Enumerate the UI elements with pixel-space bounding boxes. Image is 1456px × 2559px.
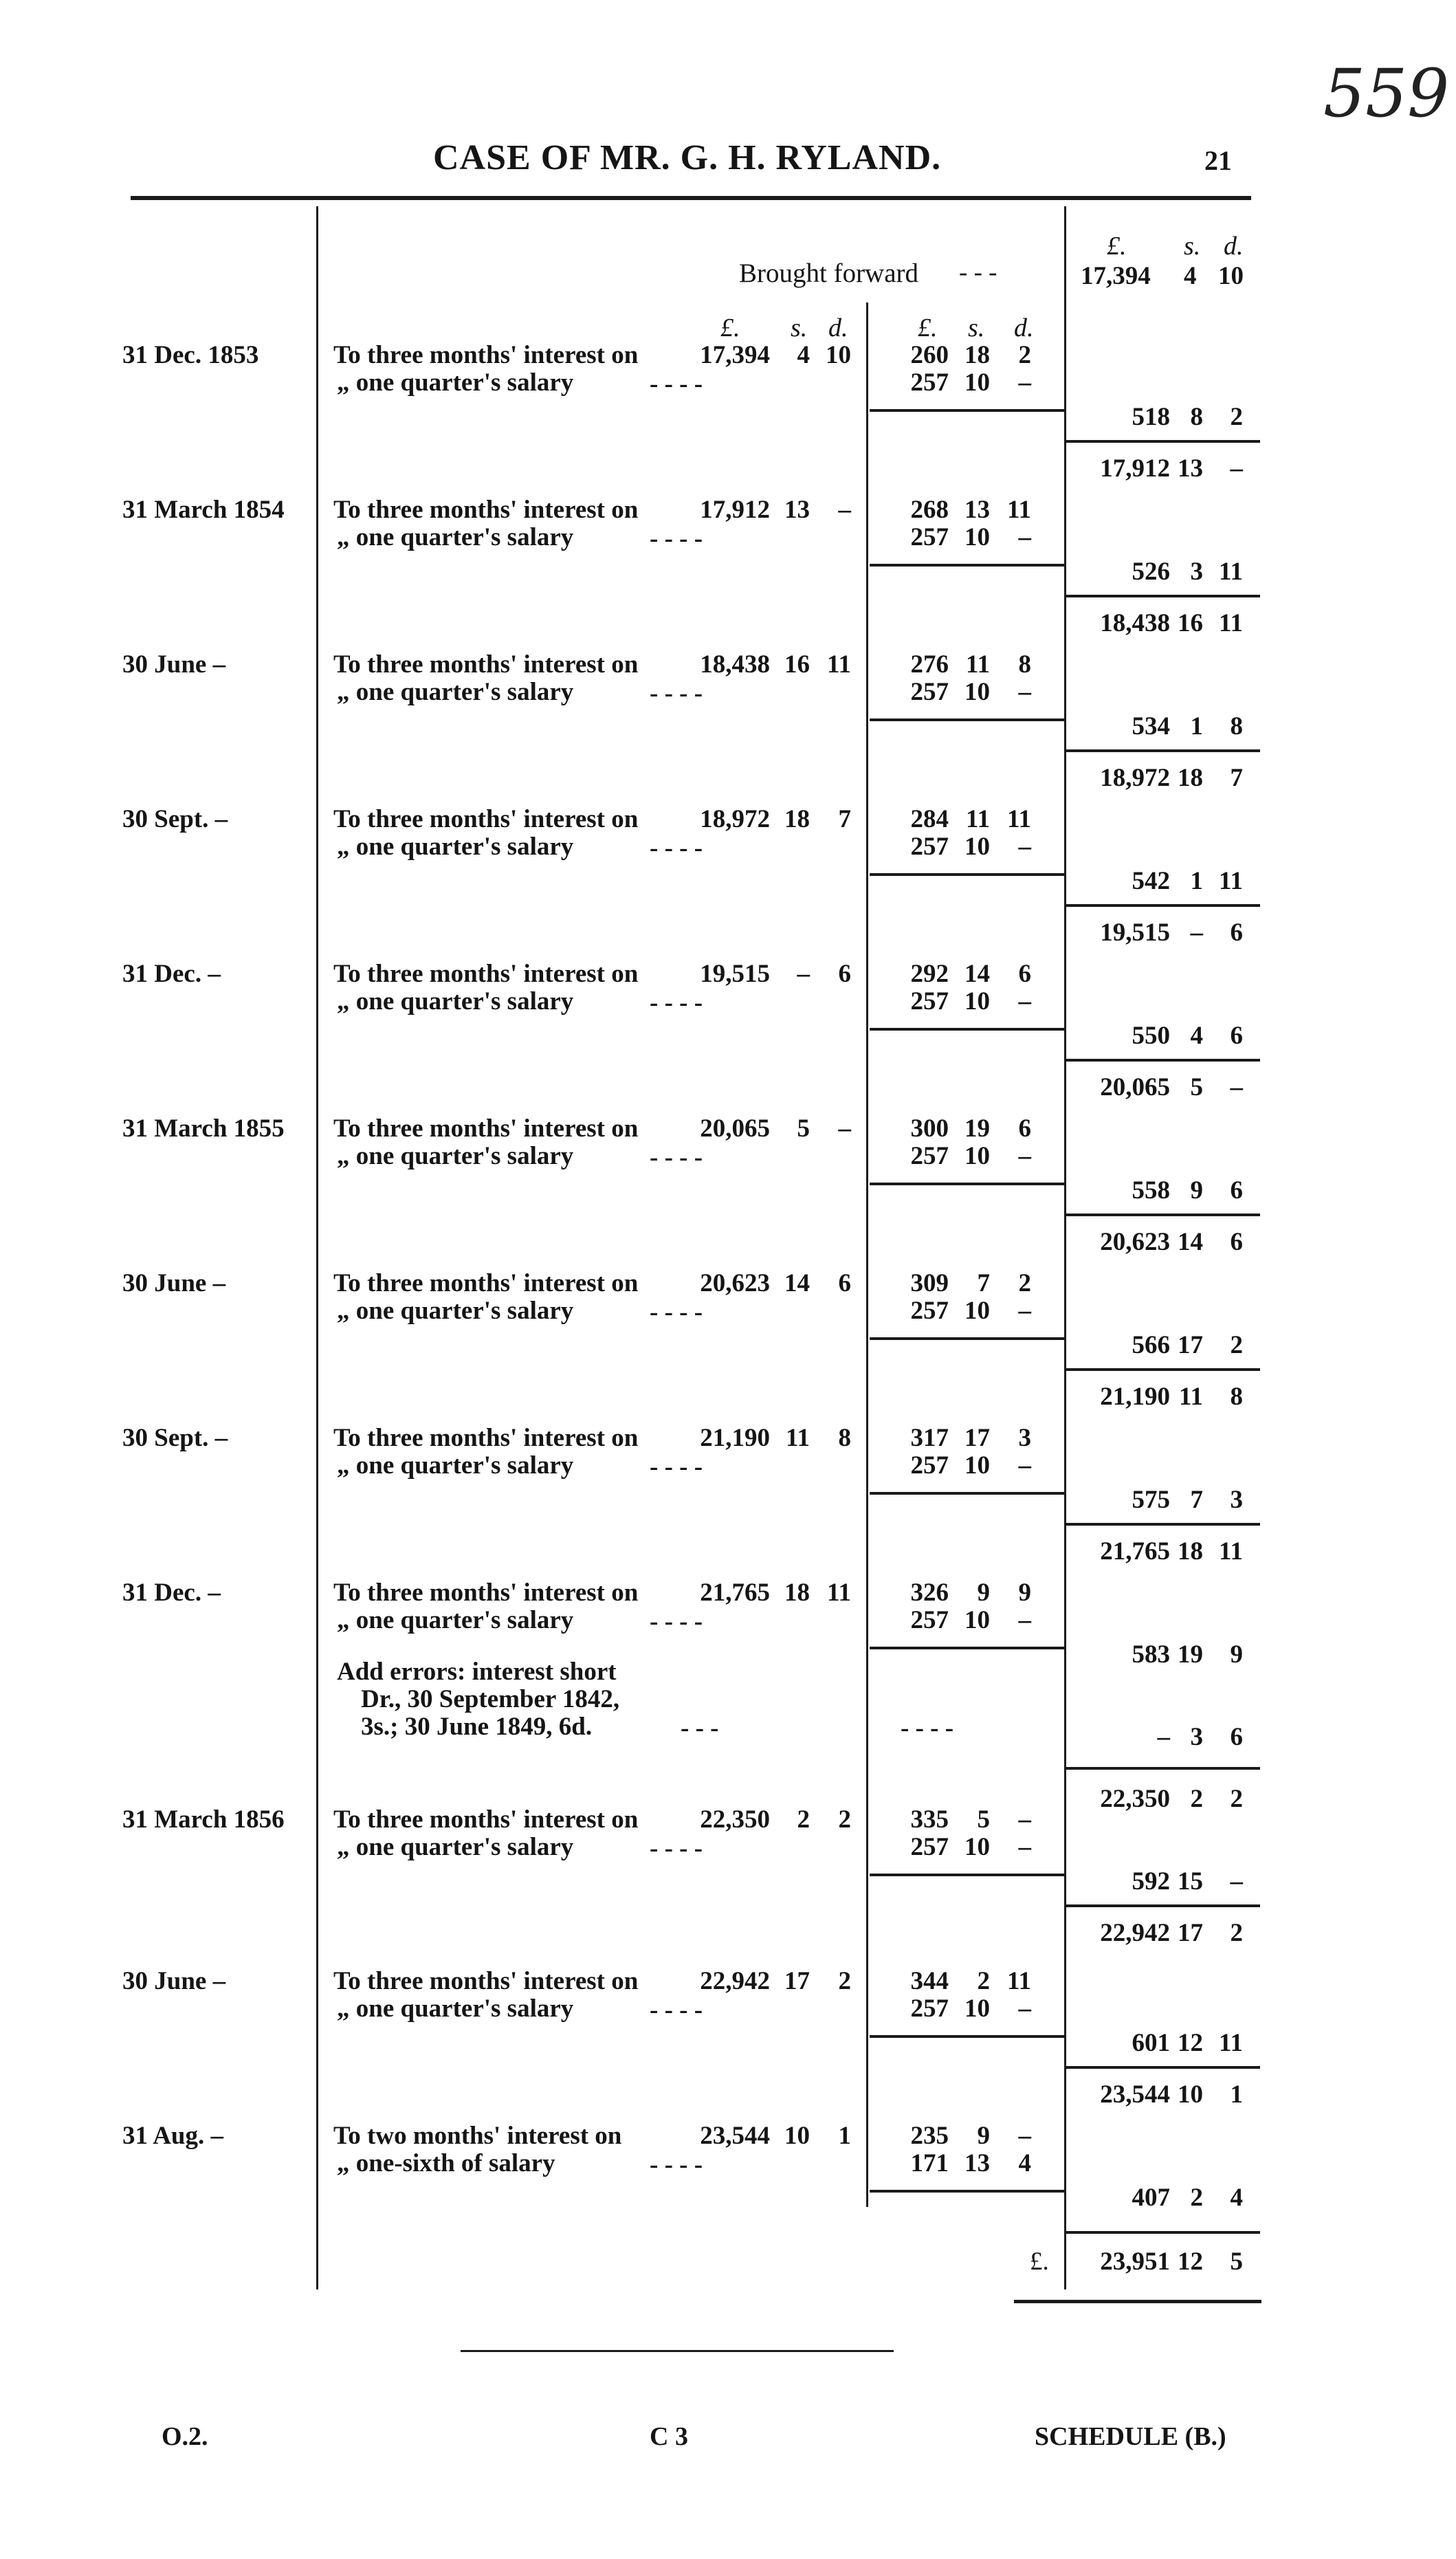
salary-shillings: 10 bbox=[964, 1297, 990, 1325]
subtotal-shillings: 9 bbox=[1190, 1176, 1203, 1205]
subtotal-shillings: 2 bbox=[1190, 2184, 1203, 2212]
interest-shillings: 19 bbox=[964, 1114, 990, 1143]
interest-pence: 6 bbox=[1018, 960, 1031, 988]
subtotal-rule bbox=[1064, 1213, 1260, 1216]
entry-leaders: - - - - bbox=[650, 1834, 703, 1863]
subtotal-rule bbox=[1064, 1059, 1260, 1062]
entry-date: 30 June – bbox=[122, 1967, 226, 1995]
salary-pounds: 257 bbox=[910, 369, 949, 397]
interest-shillings: 7 bbox=[977, 1269, 990, 1297]
salary-pounds: 257 bbox=[910, 1606, 949, 1634]
brought-forward-pounds: 17,394 bbox=[1081, 262, 1151, 290]
add-errors-pence: 6 bbox=[1230, 1723, 1243, 1751]
running-pounds: 20,065 bbox=[1100, 1073, 1170, 1101]
principal-pence: 8 bbox=[838, 1424, 851, 1452]
principal-shillings: – bbox=[797, 960, 810, 988]
detail-column-rule bbox=[866, 303, 868, 2207]
salary-pence: 4 bbox=[1018, 2149, 1031, 2177]
interest-pence: 11 bbox=[1007, 496, 1031, 524]
salary-pence: – bbox=[1018, 523, 1031, 551]
salary-pounds: 257 bbox=[910, 1142, 949, 1170]
principal-pounds: 23,544 bbox=[700, 2122, 770, 2150]
running-pounds: 19,515 bbox=[1100, 919, 1170, 947]
subtotal-pounds: 601 bbox=[1132, 2029, 1170, 2057]
interest-pence: – bbox=[1018, 1805, 1031, 1834]
closing-rule bbox=[461, 2350, 894, 2352]
subtotal-pounds: 534 bbox=[1132, 712, 1170, 740]
running-pence: 8 bbox=[1230, 1383, 1243, 1411]
subtotal-pence: 2 bbox=[1230, 1331, 1243, 1359]
entry-line2: „ one quarter's salary bbox=[337, 1142, 574, 1170]
principal-pounds: 20,065 bbox=[700, 1114, 770, 1143]
entry-leaders: - - - - bbox=[650, 1607, 703, 1636]
running-pounds: 21,765 bbox=[1100, 1537, 1170, 1566]
detail-rule bbox=[870, 1337, 1064, 1340]
running-pence: 6 bbox=[1230, 919, 1243, 947]
col-header-pound-principal: £. bbox=[720, 314, 740, 342]
detail-rule bbox=[870, 873, 1064, 876]
principal-pounds: 22,350 bbox=[700, 1805, 770, 1834]
principal-pence: – bbox=[838, 496, 851, 524]
entry-line1: To three months' interest on bbox=[333, 960, 639, 988]
subtotal-pence: 11 bbox=[1219, 867, 1243, 895]
interest-shillings: 13 bbox=[964, 496, 990, 524]
subtotal-shillings: 1 bbox=[1190, 867, 1203, 895]
interest-shillings: 18 bbox=[964, 341, 990, 369]
subtotal-shillings: 8 bbox=[1190, 403, 1203, 431]
salary-pence: – bbox=[1018, 1451, 1031, 1480]
add-errors-running-pence: 2 bbox=[1230, 1785, 1243, 1813]
principal-pounds: 17,394 bbox=[700, 341, 770, 369]
salary-pence: – bbox=[1018, 369, 1031, 397]
brought-forward-shillings: 4 bbox=[1184, 262, 1197, 290]
interest-pence: 11 bbox=[1007, 805, 1031, 833]
add-errors-rule bbox=[1064, 1767, 1260, 1770]
salary-pounds: 257 bbox=[910, 1833, 949, 1861]
principal-pence: 1 bbox=[838, 2122, 851, 2150]
interest-pounds: 276 bbox=[910, 650, 949, 679]
subtotal-shillings: 12 bbox=[1178, 2029, 1203, 2057]
total-double-rule bbox=[1014, 2300, 1261, 2303]
detail-rule bbox=[870, 564, 1064, 567]
interest-pounds: 268 bbox=[910, 496, 949, 524]
interest-pence: 2 bbox=[1018, 1269, 1031, 1297]
entry-line2: „ one quarter's salary bbox=[337, 987, 574, 1015]
subtotal-rule bbox=[1064, 1523, 1260, 1526]
subtotal-rule bbox=[1064, 595, 1260, 597]
running-pounds: 20,623 bbox=[1100, 1228, 1170, 1256]
col-header-shilling-total: s. bbox=[1184, 232, 1201, 261]
subtotal-shillings: 4 bbox=[1190, 1022, 1203, 1050]
principal-pence: 6 bbox=[838, 960, 851, 988]
subtotal-pence: 6 bbox=[1230, 1022, 1243, 1050]
entry-leaders: - - - - bbox=[650, 1996, 703, 2024]
principal-pence: 11 bbox=[827, 650, 851, 679]
date-column-rule bbox=[316, 206, 318, 2289]
entry-line1: To three months' interest on bbox=[333, 650, 639, 679]
subtotal-pence: 2 bbox=[1230, 403, 1243, 431]
salary-shillings: 10 bbox=[964, 1451, 990, 1480]
subtotal-pounds: 558 bbox=[1132, 1176, 1170, 1205]
brought-forward-pence: 10 bbox=[1218, 262, 1244, 290]
principal-pounds: 20,623 bbox=[700, 1269, 770, 1297]
subtotal-pence: 11 bbox=[1219, 2029, 1243, 2057]
handwritten-page-number: 559 bbox=[1323, 55, 1450, 132]
interest-pence: 9 bbox=[1018, 1579, 1031, 1607]
entry-leaders: - - - - bbox=[650, 1298, 703, 1326]
col-header-pound-total: £. bbox=[1107, 232, 1127, 261]
entry-line1: To three months' interest on bbox=[333, 1269, 639, 1297]
add-errors-shillings: 3 bbox=[1190, 1723, 1203, 1751]
running-pounds: 21,190 bbox=[1100, 1383, 1170, 1411]
principal-shillings: 11 bbox=[786, 1424, 810, 1452]
entry-line1: To two months' interest on bbox=[333, 2122, 622, 2150]
entry-date: 31 Dec. – bbox=[122, 1579, 221, 1607]
entry-leaders: - - - - bbox=[650, 1453, 703, 1481]
entry-line2: „ one-sixth of salary bbox=[337, 2149, 555, 2177]
total-symbol: £. bbox=[1030, 2248, 1049, 2276]
salary-pounds: 257 bbox=[910, 987, 949, 1015]
running-shillings: 14 bbox=[1178, 1228, 1203, 1256]
interest-shillings: 9 bbox=[977, 2122, 990, 2150]
salary-shillings: 10 bbox=[964, 1995, 990, 2023]
entry-line1: To three months' interest on bbox=[333, 1805, 639, 1834]
principal-pence: 2 bbox=[838, 1805, 851, 1834]
running-shillings: – bbox=[1190, 919, 1203, 947]
principal-pounds: 17,912 bbox=[700, 496, 770, 524]
interest-shillings: 9 bbox=[977, 1579, 990, 1607]
subtotal-pounds: 518 bbox=[1132, 403, 1170, 431]
entry-date: 30 June – bbox=[122, 650, 226, 679]
header-rule bbox=[131, 196, 1251, 200]
col-header-shilling-principal: s. bbox=[791, 314, 808, 342]
interest-pounds: 260 bbox=[910, 341, 949, 369]
detail-rule bbox=[870, 1183, 1064, 1185]
add-errors-line3: 3s.; 30 June 1849, 6d. bbox=[361, 1713, 593, 1741]
entry-line1: To three months' interest on bbox=[333, 1967, 639, 1995]
subtotal-shillings: 3 bbox=[1190, 558, 1203, 586]
salary-pounds: 257 bbox=[910, 523, 949, 551]
salary-pounds: 257 bbox=[910, 1995, 949, 2023]
salary-pence: – bbox=[1018, 1142, 1031, 1170]
running-pounds: 22,942 bbox=[1100, 1919, 1170, 1947]
interest-pence: 8 bbox=[1018, 650, 1031, 679]
detail-rule bbox=[870, 409, 1064, 412]
salary-pence: – bbox=[1018, 1995, 1031, 2023]
principal-pounds: 22,942 bbox=[700, 1967, 770, 1995]
add-errors-line2: Dr., 30 September 1842, bbox=[361, 1685, 620, 1713]
entry-leaders: - - - - bbox=[650, 525, 703, 553]
principal-shillings: 18 bbox=[784, 805, 810, 833]
salary-pence: – bbox=[1018, 1297, 1031, 1325]
add-errors-running-shillings: 2 bbox=[1190, 1785, 1203, 1813]
running-pounds: 17,912 bbox=[1100, 454, 1170, 483]
salary-pence: – bbox=[1018, 1606, 1031, 1634]
principal-pence: – bbox=[838, 1114, 851, 1143]
subtotal-pounds: 575 bbox=[1132, 1486, 1170, 1514]
running-shillings: 10 bbox=[1178, 2080, 1203, 2109]
subtotal-shillings: 7 bbox=[1190, 1486, 1203, 1514]
salary-shillings: 10 bbox=[964, 833, 990, 861]
subtotal-pence: 9 bbox=[1230, 1640, 1243, 1669]
interest-pounds: 335 bbox=[910, 1805, 949, 1834]
principal-pounds: 18,438 bbox=[700, 650, 770, 679]
interest-shillings: 17 bbox=[964, 1424, 990, 1452]
running-shillings: 11 bbox=[1179, 1383, 1203, 1411]
entry-leaders: - - - - bbox=[650, 989, 703, 1017]
subtotal-pence: 11 bbox=[1219, 558, 1243, 586]
interest-pounds: 292 bbox=[910, 960, 949, 988]
interest-pence: 6 bbox=[1018, 1114, 1031, 1143]
subtotal-pounds: 592 bbox=[1132, 1867, 1170, 1896]
col-header-pence-total: d. bbox=[1224, 232, 1244, 261]
subtotal-pence: 4 bbox=[1230, 2184, 1243, 2212]
running-pounds: 23,544 bbox=[1100, 2080, 1170, 2109]
running-pounds: 18,972 bbox=[1100, 764, 1170, 792]
interest-shillings: 11 bbox=[966, 805, 990, 833]
interest-shillings: 5 bbox=[977, 1805, 990, 1834]
subtotal-rule bbox=[1064, 1368, 1260, 1371]
footer-right: SCHEDULE (B.) bbox=[1035, 2422, 1226, 2451]
detail-rule bbox=[870, 2035, 1064, 2038]
add-errors-running-pounds: 22,350 bbox=[1100, 1785, 1170, 1813]
salary-shillings: 10 bbox=[964, 1142, 990, 1170]
col-header-shilling-interest: s. bbox=[968, 314, 985, 342]
page-number: 21 bbox=[1204, 145, 1232, 176]
interest-pounds: 300 bbox=[910, 1114, 949, 1143]
running-pence: 1 bbox=[1230, 2080, 1243, 2109]
salary-pence: – bbox=[1018, 833, 1031, 861]
entry-date: 31 Aug. – bbox=[122, 2122, 224, 2150]
running-shillings: 16 bbox=[1178, 609, 1203, 637]
add-errors-leaders-2: - - - - bbox=[901, 1714, 954, 1742]
principal-shillings: 14 bbox=[784, 1269, 810, 1297]
detail-rule bbox=[870, 2190, 1064, 2193]
entry-leaders: - - - - bbox=[650, 370, 703, 398]
principal-pounds: 21,190 bbox=[700, 1424, 770, 1452]
entry-line2: „ one quarter's salary bbox=[337, 1297, 574, 1325]
running-pence: 6 bbox=[1230, 1228, 1243, 1256]
entry-line2: „ one quarter's salary bbox=[337, 1833, 574, 1861]
entry-line2: „ one quarter's salary bbox=[337, 1606, 574, 1634]
principal-pounds: 19,515 bbox=[700, 960, 770, 988]
running-shillings: 18 bbox=[1178, 1537, 1203, 1566]
subtotal-shillings: 15 bbox=[1178, 1867, 1203, 1896]
col-header-pound-interest: £. bbox=[918, 314, 938, 342]
subtotal-pounds: 407 bbox=[1132, 2184, 1170, 2212]
entry-date: 31 March 1854 bbox=[122, 496, 285, 524]
running-shillings: 18 bbox=[1178, 764, 1203, 792]
subtotal-pounds: 583 bbox=[1132, 1640, 1170, 1669]
subtotal-pence: – bbox=[1230, 1867, 1243, 1896]
entry-line2: „ one quarter's salary bbox=[337, 833, 574, 861]
salary-shillings: 10 bbox=[964, 1606, 990, 1634]
salary-pounds: 171 bbox=[910, 2149, 949, 2177]
subtotal-rule bbox=[1064, 440, 1260, 443]
salary-pence: – bbox=[1018, 678, 1031, 706]
salary-shillings: 10 bbox=[964, 523, 990, 551]
brought-forward-label: Brought forward bbox=[739, 259, 919, 288]
total-pounds: 23,951 bbox=[1100, 2248, 1170, 2276]
salary-pounds: 257 bbox=[910, 1297, 949, 1325]
running-pence: 11 bbox=[1219, 1537, 1243, 1566]
add-errors-pounds: – bbox=[1157, 1723, 1170, 1751]
interest-pounds: 344 bbox=[910, 1967, 949, 1995]
subtotal-rule bbox=[1064, 904, 1260, 907]
principal-shillings: 4 bbox=[797, 341, 810, 369]
subtotal-pounds: 566 bbox=[1132, 1331, 1170, 1359]
principal-pence: 10 bbox=[826, 341, 851, 369]
entry-date: 31 Dec. 1853 bbox=[122, 341, 259, 369]
subtotal-shillings: 19 bbox=[1178, 1640, 1203, 1669]
subtotal-rule bbox=[1064, 749, 1260, 752]
salary-pounds: 257 bbox=[910, 833, 949, 861]
col-header-pence-principal: d. bbox=[828, 314, 848, 342]
salary-shillings: 10 bbox=[964, 1833, 990, 1861]
detail-rule bbox=[870, 1874, 1064, 1876]
salary-pounds: 257 bbox=[910, 678, 949, 706]
entry-line2: „ one quarter's salary bbox=[337, 523, 574, 551]
interest-pounds: 284 bbox=[910, 805, 949, 833]
entry-date: 31 Dec. – bbox=[122, 960, 221, 988]
entry-leaders: - - - - bbox=[650, 1143, 703, 1172]
brought-forward-leaders: - - - bbox=[959, 259, 997, 287]
entry-line1: To three months' interest on bbox=[333, 1114, 639, 1143]
principal-pence: 11 bbox=[827, 1579, 851, 1607]
salary-pence: – bbox=[1018, 1833, 1031, 1861]
running-pence: – bbox=[1230, 1073, 1243, 1101]
entry-date: 30 Sept. – bbox=[122, 1424, 228, 1452]
running-pounds: 18,438 bbox=[1100, 609, 1170, 637]
detail-rule bbox=[870, 1647, 1064, 1649]
principal-shillings: 2 bbox=[797, 1805, 810, 1834]
final-subtotal-rule bbox=[1064, 2231, 1260, 2234]
entry-leaders: - - - - bbox=[650, 834, 703, 862]
entry-date: 30 Sept. – bbox=[122, 805, 228, 833]
subtotal-pounds: 542 bbox=[1132, 867, 1170, 895]
entry-leaders: - - - - bbox=[650, 679, 703, 707]
entry-line2: „ one quarter's salary bbox=[337, 1995, 574, 2023]
interest-pence: 2 bbox=[1018, 341, 1031, 369]
entry-line2: „ one quarter's salary bbox=[337, 369, 574, 397]
interest-pence: 11 bbox=[1007, 1967, 1031, 1995]
entry-date: 31 March 1856 bbox=[122, 1805, 285, 1834]
subtotal-shillings: 1 bbox=[1190, 712, 1203, 740]
running-shillings: 13 bbox=[1178, 454, 1203, 483]
interest-pounds: 235 bbox=[910, 2122, 949, 2150]
principal-pounds: 18,972 bbox=[700, 805, 770, 833]
principal-shillings: 10 bbox=[784, 2122, 810, 2150]
interest-shillings: 11 bbox=[966, 650, 990, 679]
principal-pence: 6 bbox=[838, 1269, 851, 1297]
total-shillings: 12 bbox=[1178, 2248, 1203, 2276]
entry-line1: To three months' interest on bbox=[333, 805, 639, 833]
entry-date: 31 March 1855 bbox=[122, 1114, 285, 1143]
salary-shillings: 10 bbox=[964, 987, 990, 1015]
interest-pounds: 309 bbox=[910, 1269, 949, 1297]
detail-rule bbox=[870, 718, 1064, 721]
add-errors-line1: Add errors: interest short bbox=[337, 1658, 617, 1686]
running-shillings: 17 bbox=[1178, 1919, 1203, 1947]
subtotal-rule bbox=[1064, 1904, 1260, 1907]
entry-line1: To three months' interest on bbox=[333, 496, 639, 524]
principal-shillings: 13 bbox=[784, 496, 810, 524]
entry-line1: To three months' interest on bbox=[333, 1424, 639, 1452]
page-title: CASE OF MR. G. H. RYLAND. bbox=[433, 138, 942, 177]
running-shillings: 5 bbox=[1190, 1073, 1203, 1101]
subtotal-pounds: 550 bbox=[1132, 1022, 1170, 1050]
salary-pence: – bbox=[1018, 987, 1031, 1015]
add-errors-leaders: - - - bbox=[681, 1714, 719, 1742]
interest-pence: – bbox=[1018, 2122, 1031, 2150]
principal-shillings: 17 bbox=[784, 1967, 810, 1995]
interest-shillings: 14 bbox=[964, 960, 990, 988]
salary-shillings: 10 bbox=[964, 369, 990, 397]
principal-pence: 2 bbox=[838, 1967, 851, 1995]
interest-pounds: 326 bbox=[910, 1579, 949, 1607]
entry-line1: To three months' interest on bbox=[333, 341, 639, 369]
footer-signature: C 3 bbox=[650, 2422, 688, 2451]
entry-line2: „ one quarter's salary bbox=[337, 678, 574, 706]
subtotal-pence: 8 bbox=[1230, 712, 1243, 740]
running-pence: – bbox=[1230, 454, 1243, 483]
entry-line2: „ one quarter's salary bbox=[337, 1451, 574, 1480]
interest-shillings: 2 bbox=[977, 1967, 990, 1995]
principal-shillings: 18 bbox=[784, 1579, 810, 1607]
running-pence: 11 bbox=[1219, 609, 1243, 637]
interest-pounds: 317 bbox=[910, 1424, 949, 1452]
interest-pence: 3 bbox=[1018, 1424, 1031, 1452]
salary-shillings: 10 bbox=[964, 678, 990, 706]
salary-shillings: 13 bbox=[964, 2149, 990, 2177]
subtotal-pounds: 526 bbox=[1132, 558, 1170, 586]
entry-leaders: - - - - bbox=[650, 2151, 703, 2179]
entry-line1: To three months' interest on bbox=[333, 1579, 639, 1607]
running-pence: 7 bbox=[1230, 764, 1243, 792]
salary-pounds: 257 bbox=[910, 1451, 949, 1480]
principal-shillings: 16 bbox=[784, 650, 810, 679]
subtotal-pence: 3 bbox=[1230, 1486, 1243, 1514]
subtotal-shillings: 17 bbox=[1178, 1331, 1203, 1359]
subtotal-pence: 6 bbox=[1230, 1176, 1243, 1205]
subtotal-rule bbox=[1064, 2066, 1260, 2069]
detail-rule bbox=[870, 1028, 1064, 1031]
entry-date: 30 June – bbox=[122, 1269, 226, 1297]
col-header-pence-interest: d. bbox=[1014, 314, 1034, 342]
principal-shillings: 5 bbox=[797, 1114, 810, 1143]
detail-rule bbox=[870, 1492, 1064, 1495]
running-pence: 2 bbox=[1230, 1919, 1243, 1947]
footer-left: O.2. bbox=[162, 2422, 208, 2451]
principal-pounds: 21,765 bbox=[700, 1579, 770, 1607]
total-pence: 5 bbox=[1230, 2248, 1243, 2276]
principal-pence: 7 bbox=[838, 805, 851, 833]
total-column-rule bbox=[1064, 206, 1066, 2289]
